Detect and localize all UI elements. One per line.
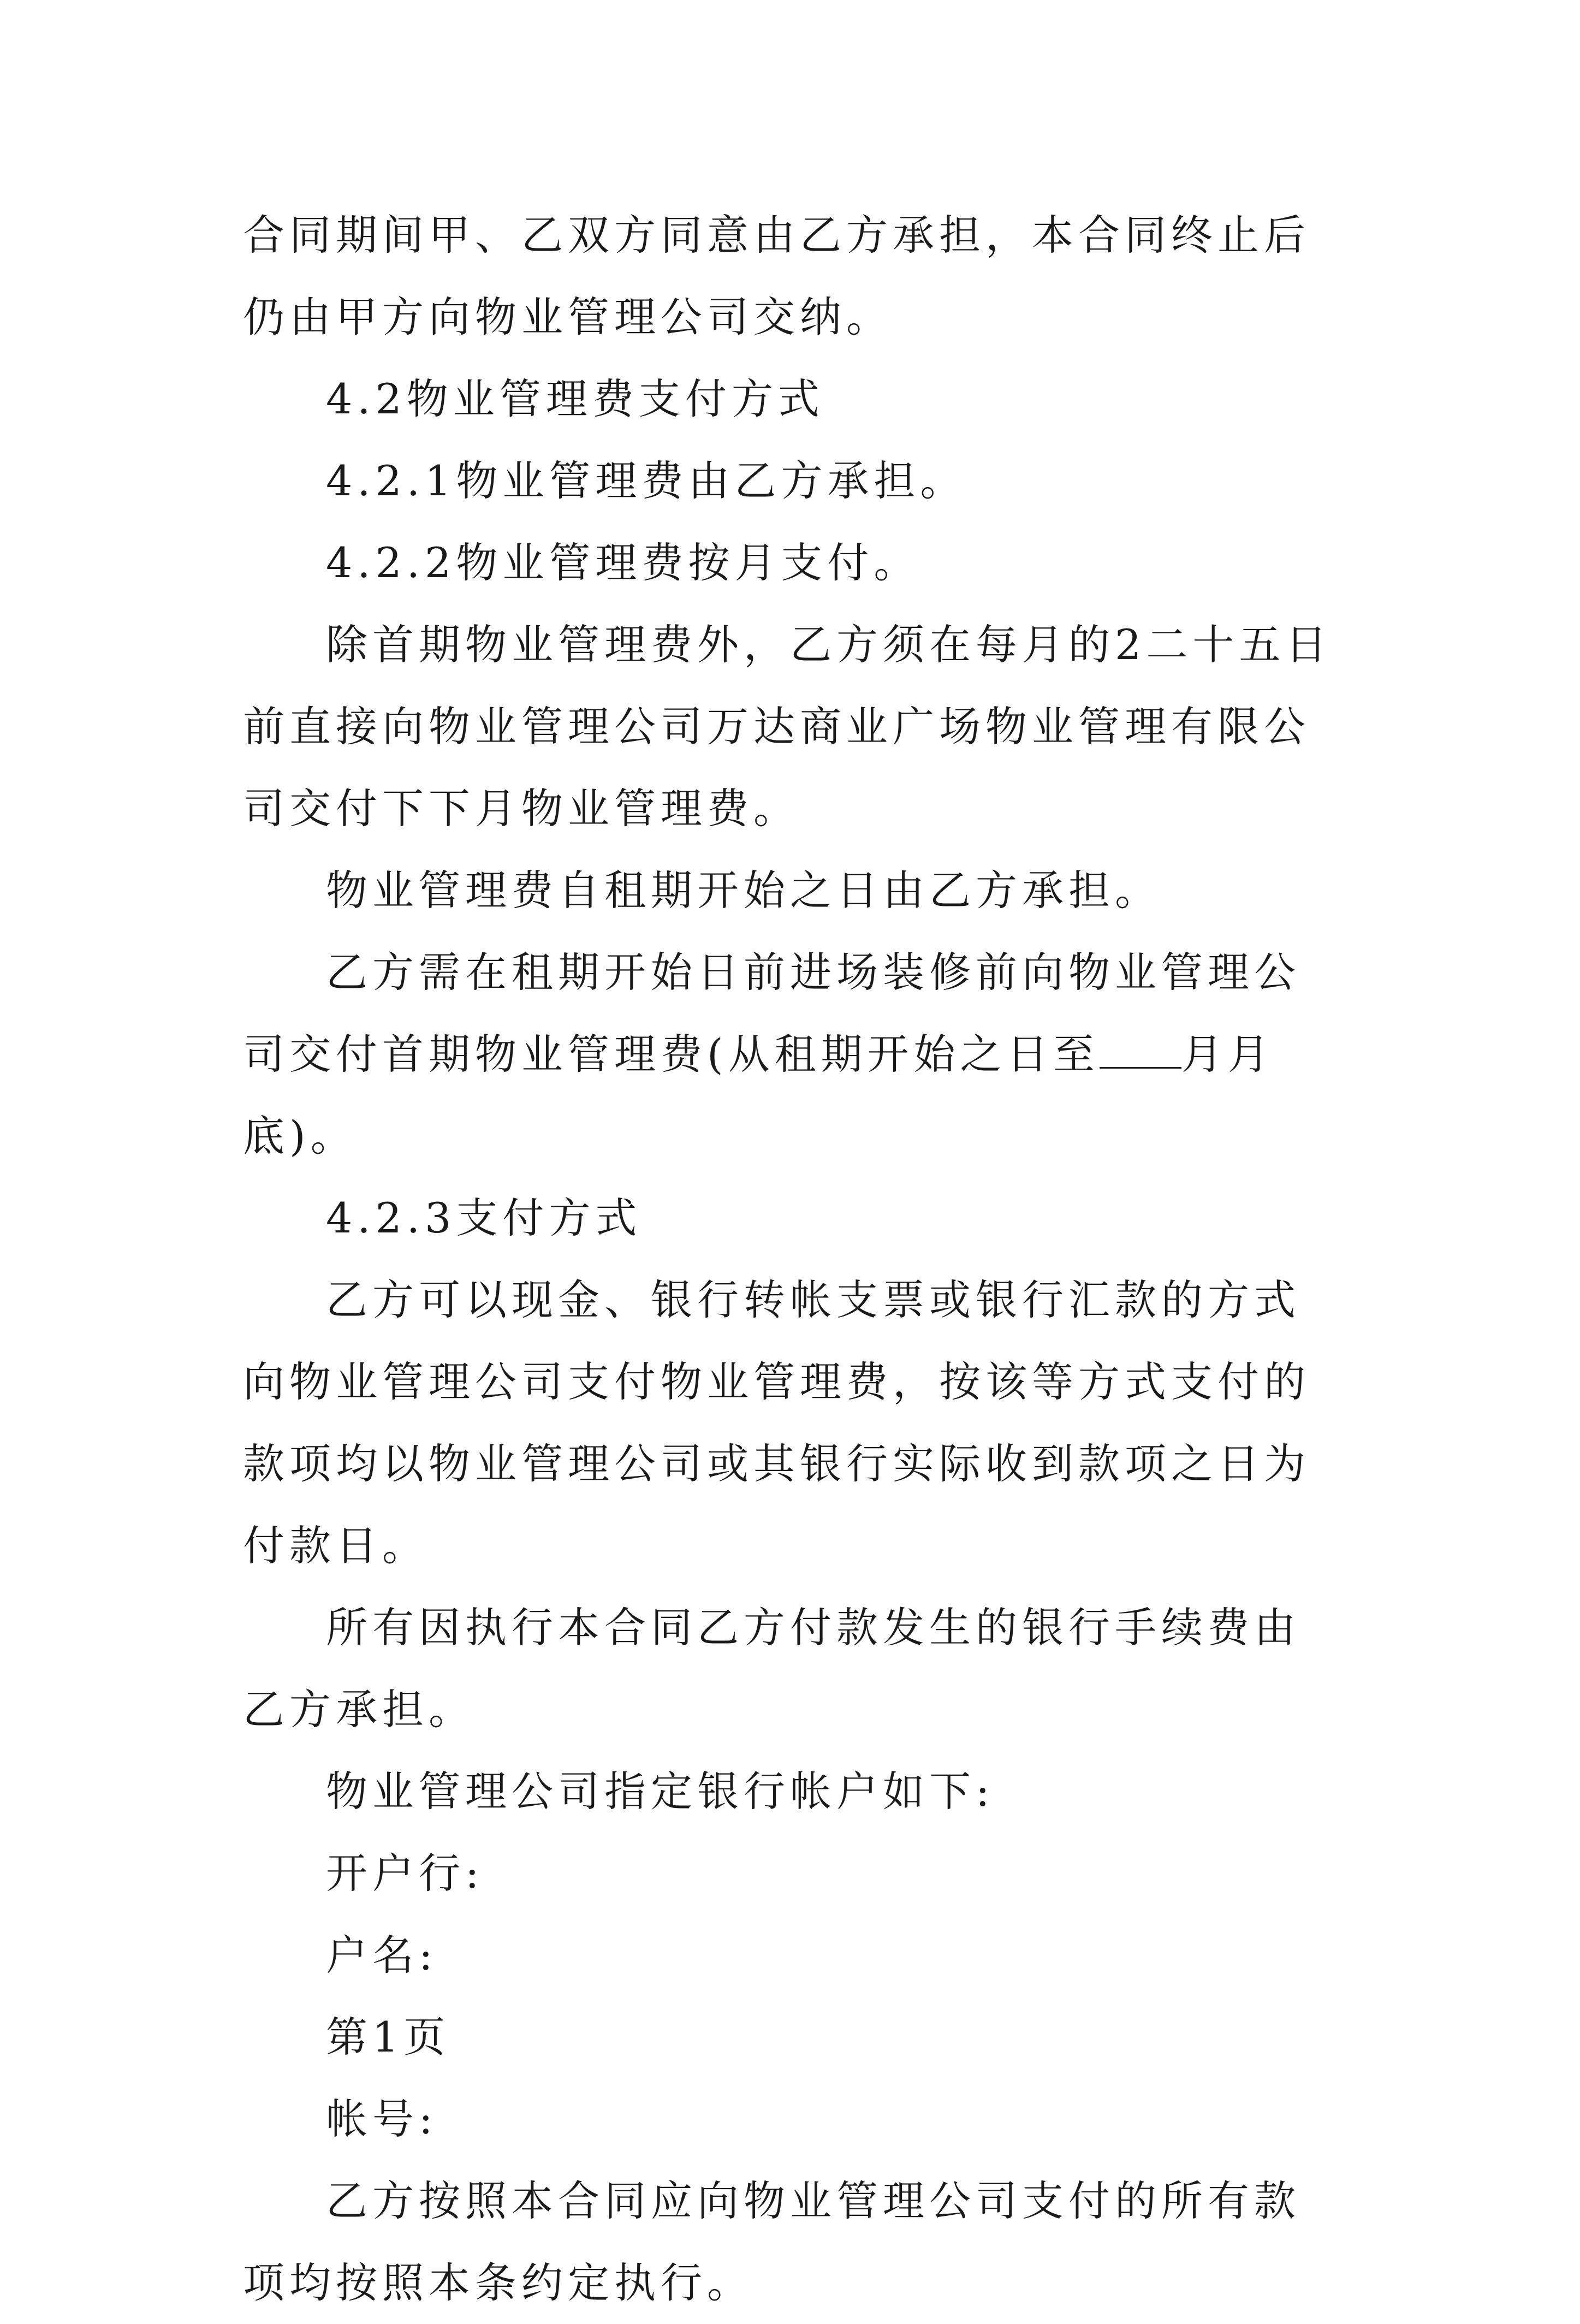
heading-4-2: 4.2物业管理费支付方式 bbox=[326, 375, 824, 423]
paragraph-bank-fees: 所有因执行本合同乙方付款发生的银行手续费由乙方承担。 bbox=[243, 1603, 1300, 1734]
paragraph-fee-start: 物业管理费自租期开始之日由乙方承担。 bbox=[326, 866, 1161, 915]
paragraph-monthly-payment: 除首期物业管理费外，乙方须在每月的2二十五日前直接向物业管理公司万达商业广场物业管理有限公司交付下下月物业管理费。 bbox=[243, 620, 1332, 833]
paragraph-payment-methods: 乙方可以现金、银行转帐支票或银行汇款的方式向物业管理公司支付物业管理费，按该等方式支付的款项均以物业管理公司或其银行实际收到款项之日为付款日。 bbox=[243, 1276, 1310, 1570]
paragraph-payment-rule: 乙方按照本合同应向物业管理公司支付的所有款项均按照本条约定执行。 bbox=[243, 2177, 1300, 2307]
clause-4-2-2: 4.2.2物业管理费按月支付。 bbox=[326, 538, 920, 587]
document-body bbox=[243, 194, 1346, 2324]
field-account-number: 帐号: bbox=[326, 2095, 438, 2143]
first-fee-text-end: 月月底)。 bbox=[243, 1030, 1274, 1160]
page-number: 第1页 bbox=[326, 2013, 450, 2061]
field-account-name: 户名: bbox=[326, 1931, 438, 1979]
paragraph-fee-bearing: 合同期间甲、乙双方同意由乙方承担，本合同终止后仍由甲方向物业管理公司交纳。 bbox=[243, 211, 1310, 341]
fill-in-blank bbox=[1100, 1034, 1181, 1069]
clause-4-2-3: 4.2.3支付方式 bbox=[326, 1194, 642, 1242]
paragraph-bank-account-intro: 物业管理公司指定银行帐户如下: bbox=[326, 1767, 995, 1816]
paragraph-first-fee bbox=[243, 932, 1346, 1177]
clause-4-2-1: 4.2.1物业管理费由乙方承担。 bbox=[326, 456, 967, 505]
field-bank-name: 开户行: bbox=[326, 1849, 484, 1898]
first-fee-text: 乙方需在租期开始日前进场装修前向物业管理公司交付首期物业管理费(从租期开始之日至 bbox=[243, 948, 1300, 1078]
